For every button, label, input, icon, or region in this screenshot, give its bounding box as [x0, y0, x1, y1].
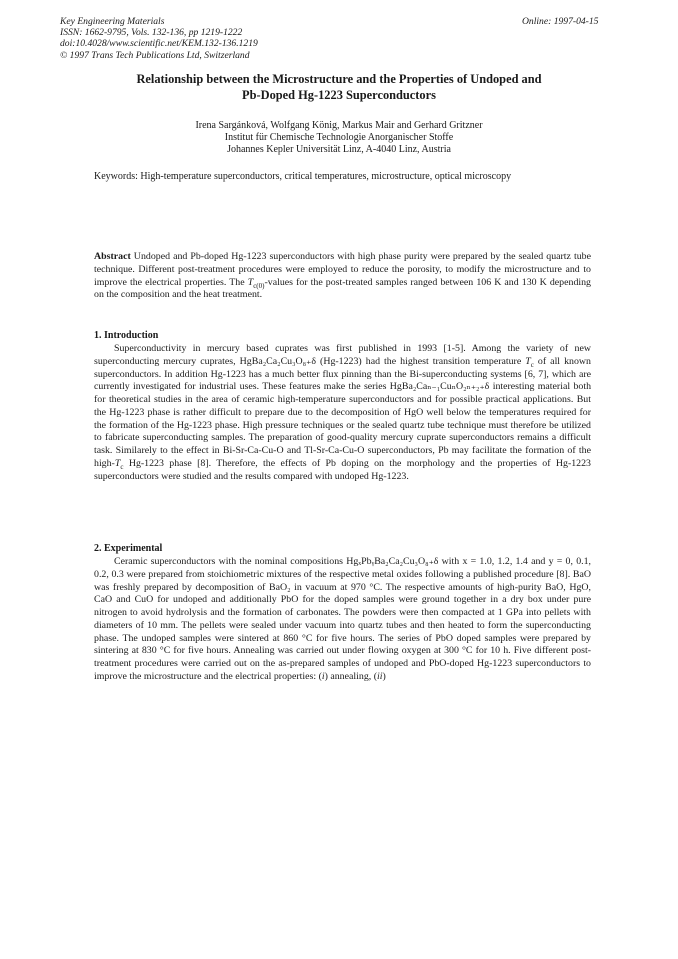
journal-header: [60, 16, 390, 61]
exp-roman-ii: ii: [376, 670, 383, 682]
exp-text-4: ): [382, 670, 386, 682]
intro-formula-2: HgBa₂Caₙ₋₁CuₙO₂ₙ₊₂₊δ: [389, 381, 490, 393]
title-line-2: Pb-Doped Hg-1223 Superconductors: [242, 87, 436, 102]
journal-name: Key Engineering Materials: [60, 16, 165, 27]
intro-text-5: Hg-1223 phase [8]. Therefore, the effects of Pb doping on the morphology and the properties of Hg-1223 superconductors were studied and the results compared with undoped Hg-1223.: [94, 457, 591, 482]
intro-tc-2: T: [114, 457, 121, 469]
exp-formula: HgₓPbᵧBa₂Ca₂Cu₃O₈₊δ: [346, 556, 439, 567]
title-line-1: Relationship between the Microstructure and the Properties of Undoped and: [136, 72, 542, 86]
abstract-tc-sub: c(0): [253, 281, 265, 290]
intro-text-2: (Hg-1223) had the highest transition temperature: [315, 355, 526, 367]
issn-line: ISSN: 1662-9795, Vols. 132-136, pp 1219-1222: [60, 27, 243, 39]
author-block: [92, 120, 586, 157]
intro-text-3: of all known superconductors. In addition Hg-1223 has a much better flux pinning than the Bi-superconducting systems [6, 7], which are currently investigated for industrial uses. These features make the series: [94, 355, 591, 393]
abstract-text-1: Undoped and Pb-doped Hg-1223 superconductors with high phase purity were prepared by the sealed quartz tube technique. Different post-treatment procedures were employed to reduce the porosity, to modify the microstructure and to improve the electrical properties. The: [94, 251, 591, 288]
doi-line: doi:10.4028/www.scientific.net/KEM.132-136.1219: [60, 38, 258, 50]
paper-title: [92, 72, 586, 103]
exp-text-1: Ceramic superconductors with the nominal compositions: [114, 556, 347, 567]
author-university: Johannes Kepler Universität Linz, A-4040 Linz, Austria: [227, 144, 451, 156]
copyright-line: © 1997 Trans Tech Publications Ltd, Switzerland: [60, 49, 250, 61]
abstract: [94, 251, 591, 302]
experimental-heading: 2. Experimental: [94, 543, 163, 554]
intro-tc-sub: c: [530, 360, 534, 369]
author-names: Irena Sargánková, Wolfgang König, Markus Mair and Gerhard Gritzner: [195, 120, 483, 131]
intro-text-4: interesting material both for theoretical studies in the area of ceramic high-temperature superconductors and for possible practical applications. But the Hg-1223 phase is rather difficult to prepare due to the decomposition of HgO well below the temperatures required for the formation of the Hg-1223 phase. High pressure techniques or the sealed quartz tube technique must therefore be utilized to fabricate superconducting samples. The preparation of good-quality mercury cuprate superconductors remains a difficult task. Similarely to the effect in Bi-Sr-Ca-Cu-O and Tl-Sr-Ca-Cu-O superconductors, Pb may facilitate the formation of the high-: [94, 381, 592, 469]
intro-text-1: Superconductivity in mercury based cuprates was first published in 1993 [1-5]. Among the variety of new superconducting mercury cuprates,: [94, 343, 591, 367]
introduction-heading: 1. Introduction: [94, 330, 159, 341]
exp-roman-i: i: [321, 670, 325, 682]
keywords: Keywords: High-temperature superconductors, critical temperatures, microstructure, optical microscopy: [94, 171, 512, 182]
exp-text-2: with x = 1.0, 1.2, 1.4 and y = 0, 0.1, 0.2, 0.3 were prepared from stoichiometric mixtures of the respective metal oxides following a published procedure [8]. BaO was freshly prepared by decomposition of BaO₂ in vacuum at 970 °C. The respective amounts of high-purity BaO, HgO, CaO and CuO for undoped and additionally PbO for the doped samples were ground together in a dry box under pure nitrogen to avoid hydrolysis and the formation of carbonates. The powders were then compacted at 1 GPa into pellets with diameters of 10 mm. The pellets were sealed under vacuum into quartz tubes and then heated to form the superconducting phase. The undoped samples were sintered at 860 °C for five hours. The series of PbO doped samples were prepared by sintering at 830 °C for five hours. Annealing was carried out under flowing oxygen at 300 °C for 10 h. Five different post-treatment procedures were carried out on the as-prepared samples of undoped and PbO-doped Hg-1223 superconductors to improve the microstructure and the electrical properties: (: [94, 556, 592, 682]
abstract-label: Abstract: [94, 251, 131, 262]
author-institute: Institut für Chemische Technologie Anorganischer Stoffe: [224, 132, 454, 144]
intro-tc-2-sub: c: [120, 462, 124, 471]
intro-formula-1: HgBa₂Ca₂Cu₃O₈₊δ: [239, 355, 316, 367]
abstract-text-2: -values for the post-treated samples ranged between 106 K and 130 K depending on the composition and the heat treatment.: [94, 276, 591, 301]
exp-text-3: ) annealing, (: [324, 670, 377, 682]
abstract-tc-symbol: T: [247, 276, 254, 288]
intro-tc: T: [525, 355, 531, 367]
experimental-body: [94, 556, 591, 684]
online-date: Online: 1997-04-15: [522, 16, 599, 27]
introduction-body: [94, 343, 591, 483]
